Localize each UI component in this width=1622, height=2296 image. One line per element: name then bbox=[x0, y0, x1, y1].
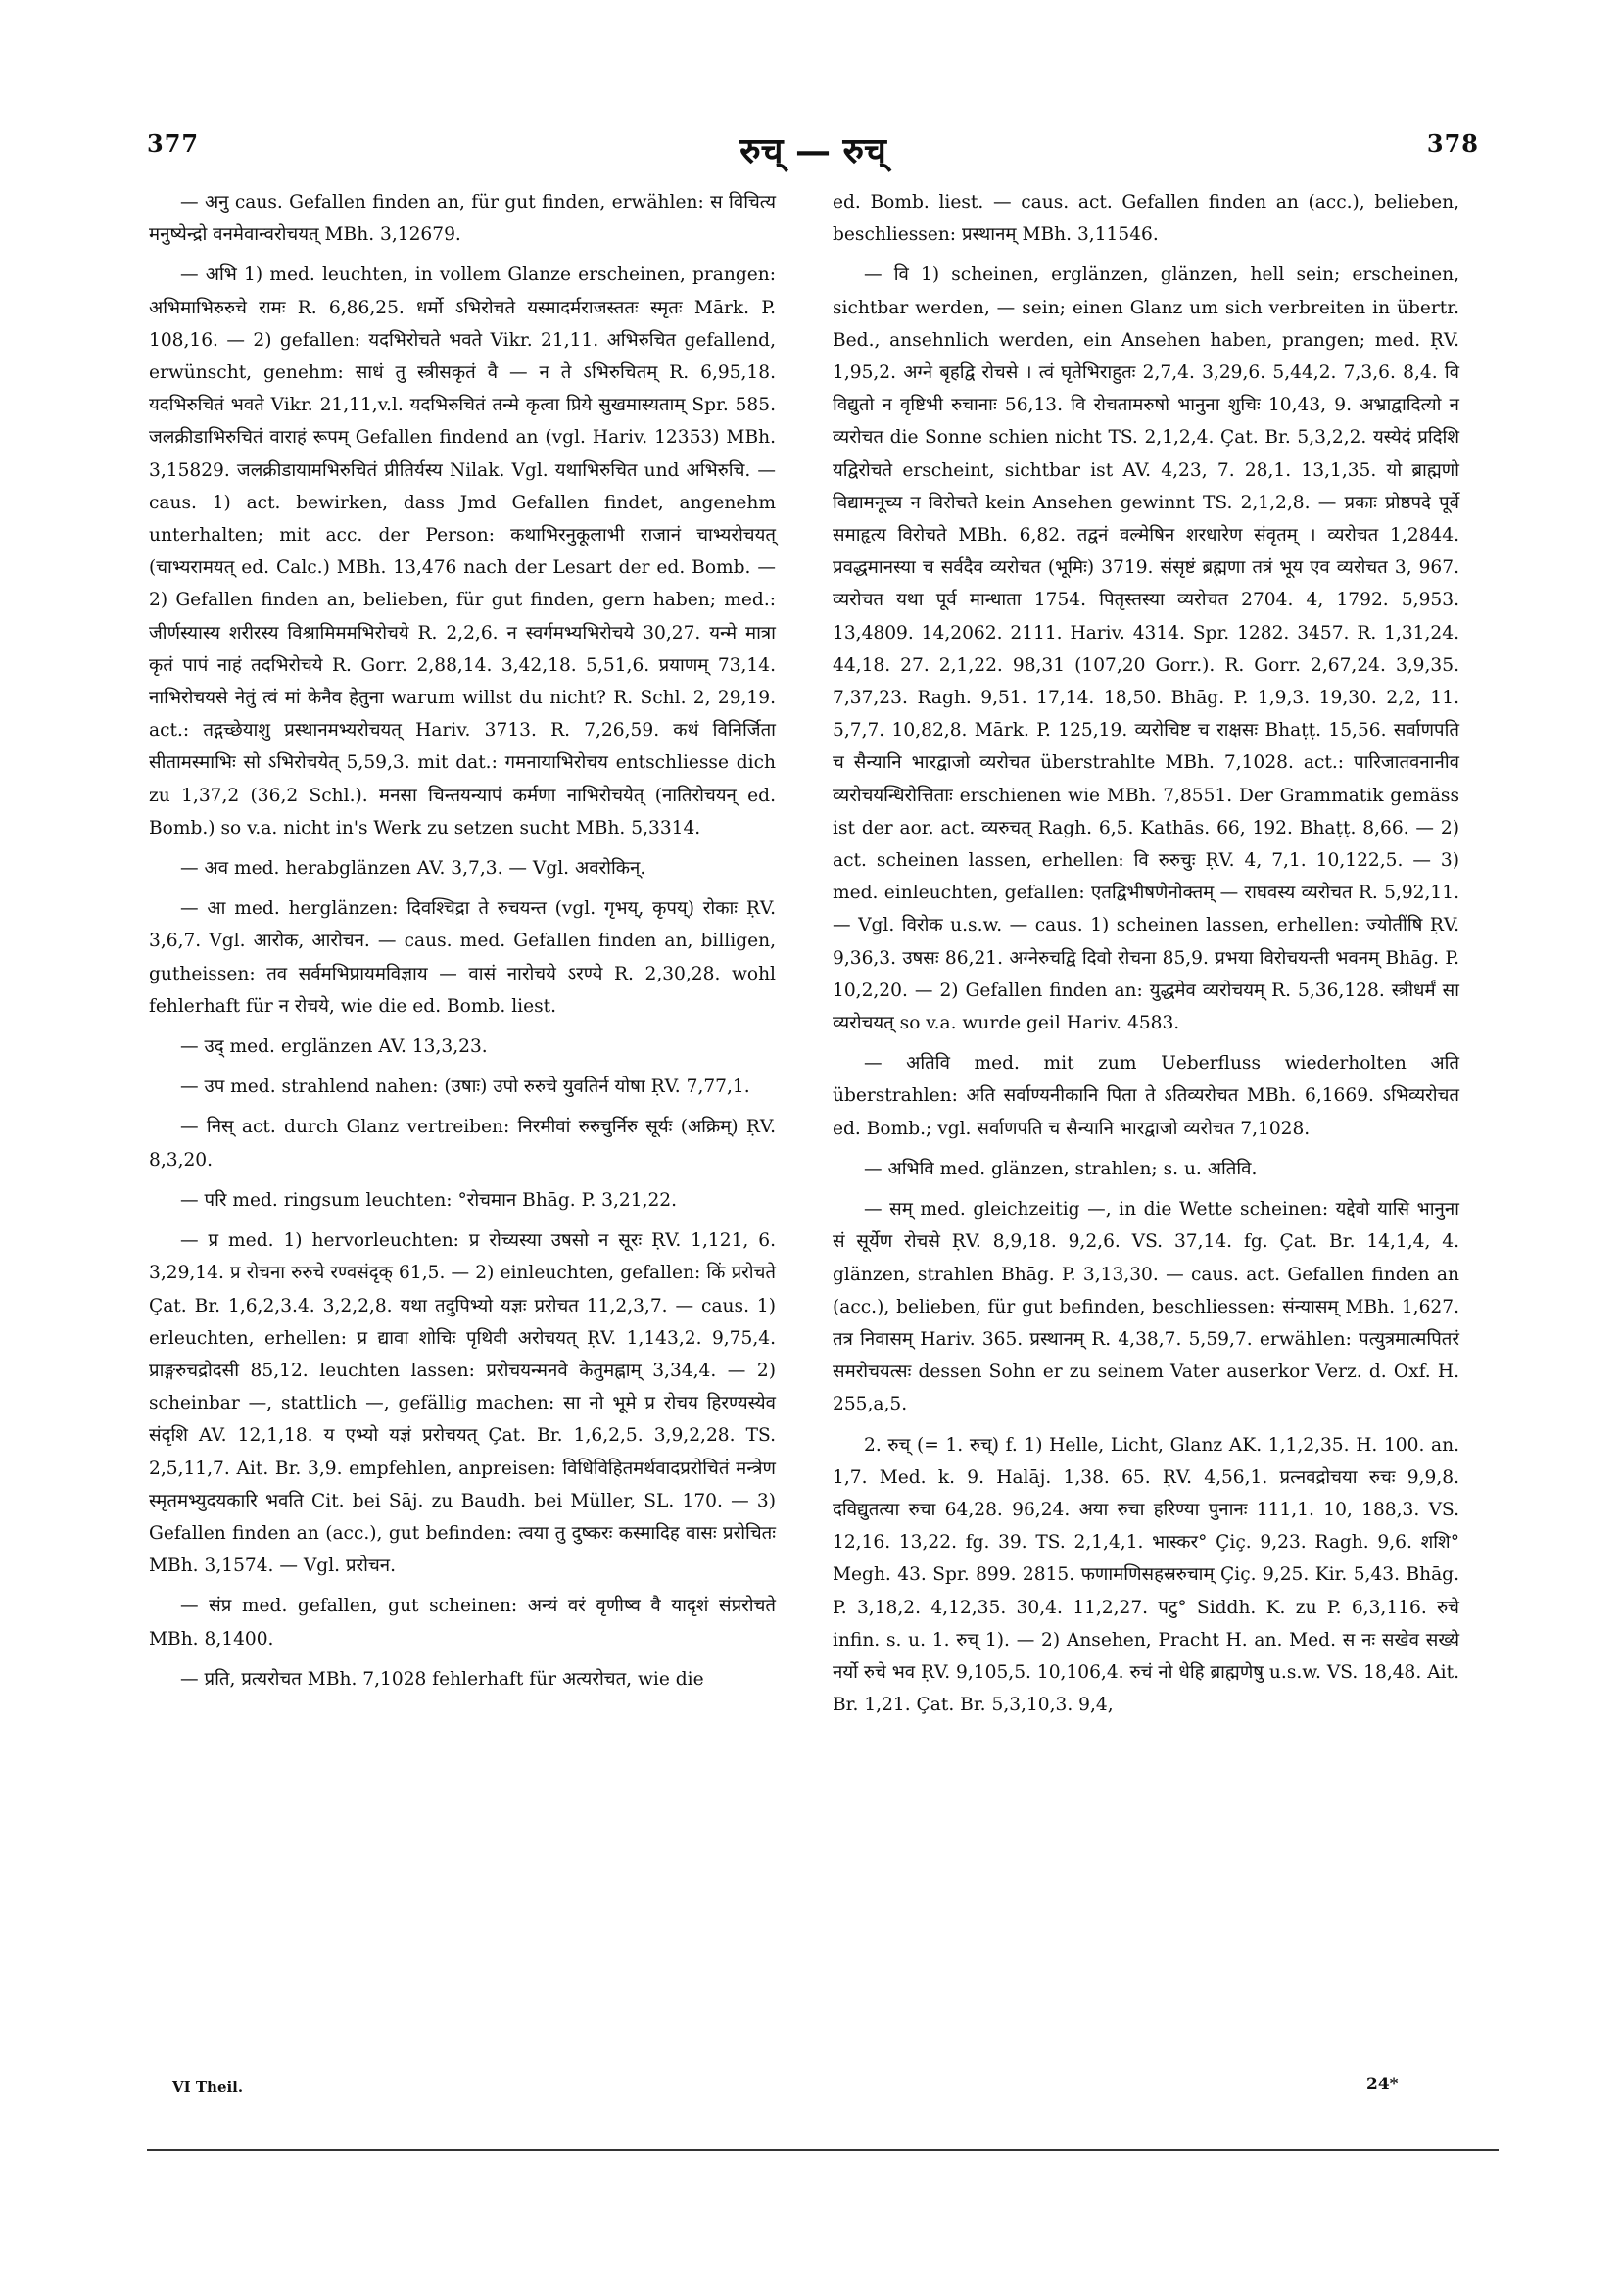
entry-paragraph: — अनु caus. Gefallen finden an, für gut finden, erwählen: स विचित्य मनुष्येन्द्रो वनमेवान्वरोचयत् MBh. 3,12679. bbox=[149, 192, 776, 246]
entry-paragraph: ed. Bomb. liest. — caus. act. Gefallen finden an (acc.), belieben, beschliessen: प्रस्थानम् MBh. 3,11546. bbox=[833, 192, 1459, 246]
left-column bbox=[149, 186, 776, 1703]
entry-paragraph: — अतिवि med. mit zum Ueberfluss wiederholten अति überstrahlen: अति सर्वाण्यनीकानि पिता ते ऽतिव्यरोचत MBh. 6,1669. ऽभिव्यरोचत ed. Bomb.; vgl. सर्वाणपति च सैन्यानि भारद्वाजो व्यरोचत 7,1028. bbox=[833, 1053, 1459, 1139]
entry-paragraph: — अव med. herabglänzen AV. 3,7,3. — Vgl. अवरोकिन्. bbox=[180, 858, 646, 880]
headword: रुच् — रुच् bbox=[739, 130, 886, 171]
entry-paragraph: — उद् med. erglänzen AV. 13,3,23. bbox=[180, 1036, 488, 1058]
bottom-rule bbox=[147, 2149, 1499, 2151]
entry-paragraph: — अभिवि med. glänzen, strahlen; s. u. अतिवि. bbox=[864, 1158, 1258, 1179]
left-page-number: 377 bbox=[147, 129, 200, 158]
entry-paragraph: — सम् med. gleichzeitig —, in die Wette scheinen: यद्देवो यासि भानुना सं सूर्येण रोचसे ṚV. 8,9,18. 9,2,6. VS. 37,14. fg. Çat. Br. 14,1,4, 4. glänzen, strahlen Bhāg. P. 3,13,30. — caus. act. Gefallen finden an (acc.), belieben, für gut befinden, beschliessen: संन्यासम् MBh. 1,627. तत्र निवासम् Hariv. 365. प्रस्थानम् R. 4,38,7. 5,59,7. erwählen: पत्युत्रमात्मपितरं समरोचयत्सः dessen Sohn er zu seinem Vater auserkor Verz. d. Oxf. H. 255,a,5. bbox=[833, 1199, 1459, 1415]
entry-paragraph: — उप med. strahlend nahen: (उषाः) उपो रुरुचे युवतिर्न योषा ṚV. 7,77,1. bbox=[180, 1076, 750, 1098]
entry-paragraph: — संप्र med. gefallen, gut scheinen: अन्यं वरं वृणीष्व वै यादृशं संप्ररोचते MBh. 8,1400. bbox=[149, 1596, 776, 1650]
entry-paragraph: — प्रति, प्रत्यरोचत MBh. 7,1028 fehlerhaft für अत्यरोचत, wie die bbox=[180, 1668, 704, 1690]
entry-paragraph: — परि med. ringsum leuchten: °रोचमान Bhāg. P. 3,21,22. bbox=[180, 1189, 678, 1211]
entry-paragraph: — अभि 1) med. leuchten, in vollem Glanze erscheinen, prangen: अभिमाभिरुरुचे रामः R. 6,86,25. धर्मो ऽभिरोचते यस्मादर्मराजस्ततः स्मृतः Mārk. P. 108,16. — 2) gefallen: यदभिरोचते भवते Vikr. 21,11. अभिरुचित gefallend, erwünscht, genehm: साधं तु स्त्रीसकृतं वै — न ते ऽभिरुचितम् R. 6,95,18. यदभिरुचितं भवते Vikr. 21,11,v.l. यदभिरुचितं तन्मे कृत्वा प्रिये सुखमास्यताम् Spr. 585. जलक्रीडाभिरुचितं वाराहं रूपम् Gefallen findend an (vgl. Hariv. 12353) MBh. 3,15829. जलक्रीडायामभिरुचितं प्रीतिर्यस्य Nilak. Vgl. यथाभिरुचित und अभिरुचि. — caus. 1) act. bewirken, dass Jmd Gefallen findet, angenehm unterhalten; mit acc. der Person: कथाभिरनुकूलाभी राजानं चाभ्यरोचयत् (चाभ्यरामयत् ed. Calc.) MBh. 13,476 nach der Lesart der ed. Bomb. — 2) Gefallen finden an, belieben, für gut finden, gern haben; med.: जीर्णस्यास्य शरीरस्य विश्रामिममभिरोचये R. 2,2,6. न स्वर्गमभ्यभिरोचये 30,27. यन्मे मात्रा कृतं पापं नाहं तदभिरोचये R. Gorr. 2,88,14. 3,42,18. 5,51,6. प्रयाणम् 73,14. नाभिरोचयसे नेतुं त्वं मां केनैव हेतुना warum willst du nicht? R. Schl. 2, 29,19. act.: तद्गच्छेयाशु प्रस्थानमभ्यरोचयत् Hariv. 3713. R. 7,26,59. कथं विनिर्जिता सीतामस्माभिः सो ऽभिरोचयेत् 5,59,3. mit dat.: गमनायाभिरोचय entschliesse dich zu 1,37,2 (36,2 Schl.). मनसा चिन्तयन्यापं कर्मणा नाभिरोचयेत् (नातिरोचयन् ed. Bomb.) so v.a. nicht in's Werk zu setzen sucht MBh. 5,3314. bbox=[149, 264, 776, 838]
entry-paragraph: — वि 1) scheinen, erglänzen, glänzen, hell sein; erscheinen, sichtbar werden, — sein; einen Glanz um sich verbreiten in übertr. Bed., ansehnlich werden, ein Ansehen haben, prangen; med. ṚV. 1,95,2. अग्ने बृहद्वि रोचसे । त्वं घृतेभिराहुतः 2,7,4. 3,29,6. 5,44,2. 7,3,6. 8,4. वि विद्युतो न वृष्टिभी रुचानाः 56,13. वि रोचतामरुषो भानुना शुचिः 10,43, 9. अभ्राद्वादित्यो न व्यरोचत die Sonne schien nicht TS. 2,1,2,4. Çat. Br. 5,3,2,2. यस्येदं प्रदिशि यद्विरोचते erscheint, sichtbar ist AV. 4,23, 7. 28,1. 13,1,35. यो ब्राह्मणो विद्यामनूच्य न विरोचते kein Ansehen gewinnt TS. 2,1,2,8. — प्रकाः प्रोष्ठपदे पूर्वे समाहृत्य विरोचते MBh. 6,82. तद्वनं वल्मेषिन शरधारेण संवृतम् । व्यरोचत 1,2844. प्रवद्धमानस्या च सर्वदैव व्यरोचत (भूमिः) 3719. संसृष्टं ब्रह्मणा तत्रं भूय एव व्यरोचत 3, 967. व्यरोचत यथा पूर्व मान्धाता 1754. पितृस्तस्या व्यरोचत 2704. 4, 1792. 5,953. 13,4809. 14,2062. 2111. Hariv. 4314. Spr. 1282. 3457. R. 1,31,24. 44,18. 27. 2,1,22. 98,31 (107,20 Gorr.). R. Gorr. 2,67,24. 3,9,35. 7,37,23. Ragh. 9,51. 17,14. 18,50. Bhāg. P. 1,9,3. 19,30. 2,2, 11. 5,7,7. 10,82,8. Mārk. P. 125,19. व्यरोचिष्ट च राक्षसः Bhaṭṭ. 15,56. सर्वाणपति च सैन्यानि भारद्वाजो व्यरोचत überstrahlte MBh. 7,1028. act.: पारिजातवनानीव व्यरोचयन्धिरोत्तिताः erschienen wie MBh. 7,8551. Der Grammatik gemäss ist der aor. act. व्यरुचत् Ragh. 6,5. Kathās. 66, 192. Bhaṭṭ. 8,66. — 2) act. scheinen lassen, erhellen: वि रुरुचुः ṚV. 4, 7,1. 10,122,5. — 3) med. einleuchten, gefallen: एतद्विभीषणेनोक्तम् — राघवस्य व्यरोचत R. 5,92,11. — Vgl. विरोक u.s.w. — caus. 1) scheinen lassen, erhellen: ज्योतींषि ṚV. 9,36,3. उषसः 86,21. अग्नेरुचद्वि दिवो रोचना 85,9. प्रभया विरोचयन्ती भवनम् Bhāg. P. 10,2,20. — 2) Gefallen finden an: युद्धमेव व्यरोचयम् R. 5,36,128. स्त्रीधर्मं सा व्यरोचयत् so v.a. wurde geil Hariv. 4583. bbox=[833, 264, 1459, 1034]
page-header bbox=[147, 125, 1479, 174]
right-page-number: 378 bbox=[1426, 129, 1479, 158]
entry-paragraph: 2. रुच् (= 1. रुच्) f. 1) Helle, Licht, Glanz AK. 1,1,2,35. H. 100. an. 1,7. Med. k. 9. Halāj. 1,38. 65. ṚV. 4,56,1. प्रत्नवद्रोचया रुचः 9,9,8. दविद्युतत्या रुचा 64,28. 96,24. अया रुचा हरिण्या पुनानः 111,1. 10, 188,3. VS. 12,16. 13,22. fg. 39. TS. 2,1,4,1. भास्कर° Çiç. 9,23. Ragh. 9,6. शशि° Megh. 43. Spr. 899. 2815. फणामणिसहस्ररुचाम् Çiç. 9,25. Kir. 5,43. Bhāg. P. 3,18,2. 4,12,35. 30,4. 11,2,27. पटु° Siddh. K. zu P. 6,3,116. रुचे infin. s. u. 1. रुच् 1). — 2) Ansehen, Pracht H. an. Med. स नः सखेव सख्ये नर्यो रुचे भव ṚV. 9,105,5. 10,106,4. रुचं नो धेहि ब्राह्मणेषु u.s.w. VS. 18,48. Ait. Br. 1,21. Çat. Br. 5,3,10,3. 9,4, bbox=[833, 1434, 1459, 1716]
signature-mark: 24* bbox=[1366, 2075, 1399, 2094]
sheet-label: VI Theil. bbox=[172, 2079, 244, 2096]
entry-paragraph: — निस् act. durch Glanz vertreiben: निरमीवां रुरुचुर्निरु सूर्यः (अक्रिम्) ṚV. 8,3,20. bbox=[149, 1117, 776, 1171]
right-column bbox=[833, 186, 1459, 1729]
entry-paragraph: — प्र med. 1) hervorleuchten: प्र रोच्यस्या उषसो न सूरः ṚV. 1,121, 6. 3,29,14. प्र रोचना रुरुचे रण्वसंदृक् 61,5. — 2) einleuchten, gefallen: किं प्ररोचते Çat. Br. 1,6,2,3.4. 3,2,2,8. यथा तदुपिभ्यो यज्ञः प्ररोचत 11,2,3,7. — caus. 1) erleuchten, erhellen: प्र द्यावा शोचिः पृथिवी अरोचयत् ṚV. 1,143,2. 9,75,4. प्राङ्गरुचद्रोदसी 85,12. leuchten lassen: प्ररोचयन्मनवे केतुमह्नाम् 3,34,4. — 2) scheinbar —, stattlich —, gefällig machen: सा नो भूमे प्र रोचय हिरण्यस्येव संदृशि AV. 12,1,18. य एभ्यो यज्ञं प्ररोचयत् Çat. Br. 1,6,2,5. 3,9,2,28. TS. 2,5,11,7. Ait. Br. 3,9. empfehlen, anpreisen: विधिविहितमर्थवादप्ररोचितं मन्त्रेण स्मृतमभ्युदयकारि भवति Cit. bei Sāj. zu Baudh. bei Müller, SL. 170. — 3) Gefallen finden an (acc.), gut befinden: त्वया तु दुष्करः कस्मादिह वासः प्ररोचितः MBh. 3,1574. — Vgl. प्ररोचन. bbox=[149, 1230, 777, 1577]
entry-paragraph: — आ med. herglänzen: दिवश्चिद्रा ते रुचयन्त (vgl. गृभय्, कृपय्) रोकाः ṚV. 3,6,7. Vgl. आरोक, आरोचन. — caus. med. Gefallen finden an, billigen, gutheissen: तव सर्वमभिप्रायमविज्ञाय — वासं नारोचये ऽरण्ये R. 2,30,28. wohl fehlerhaft für न रोचये, wie die ed. Bomb. liest. bbox=[149, 898, 776, 1017]
